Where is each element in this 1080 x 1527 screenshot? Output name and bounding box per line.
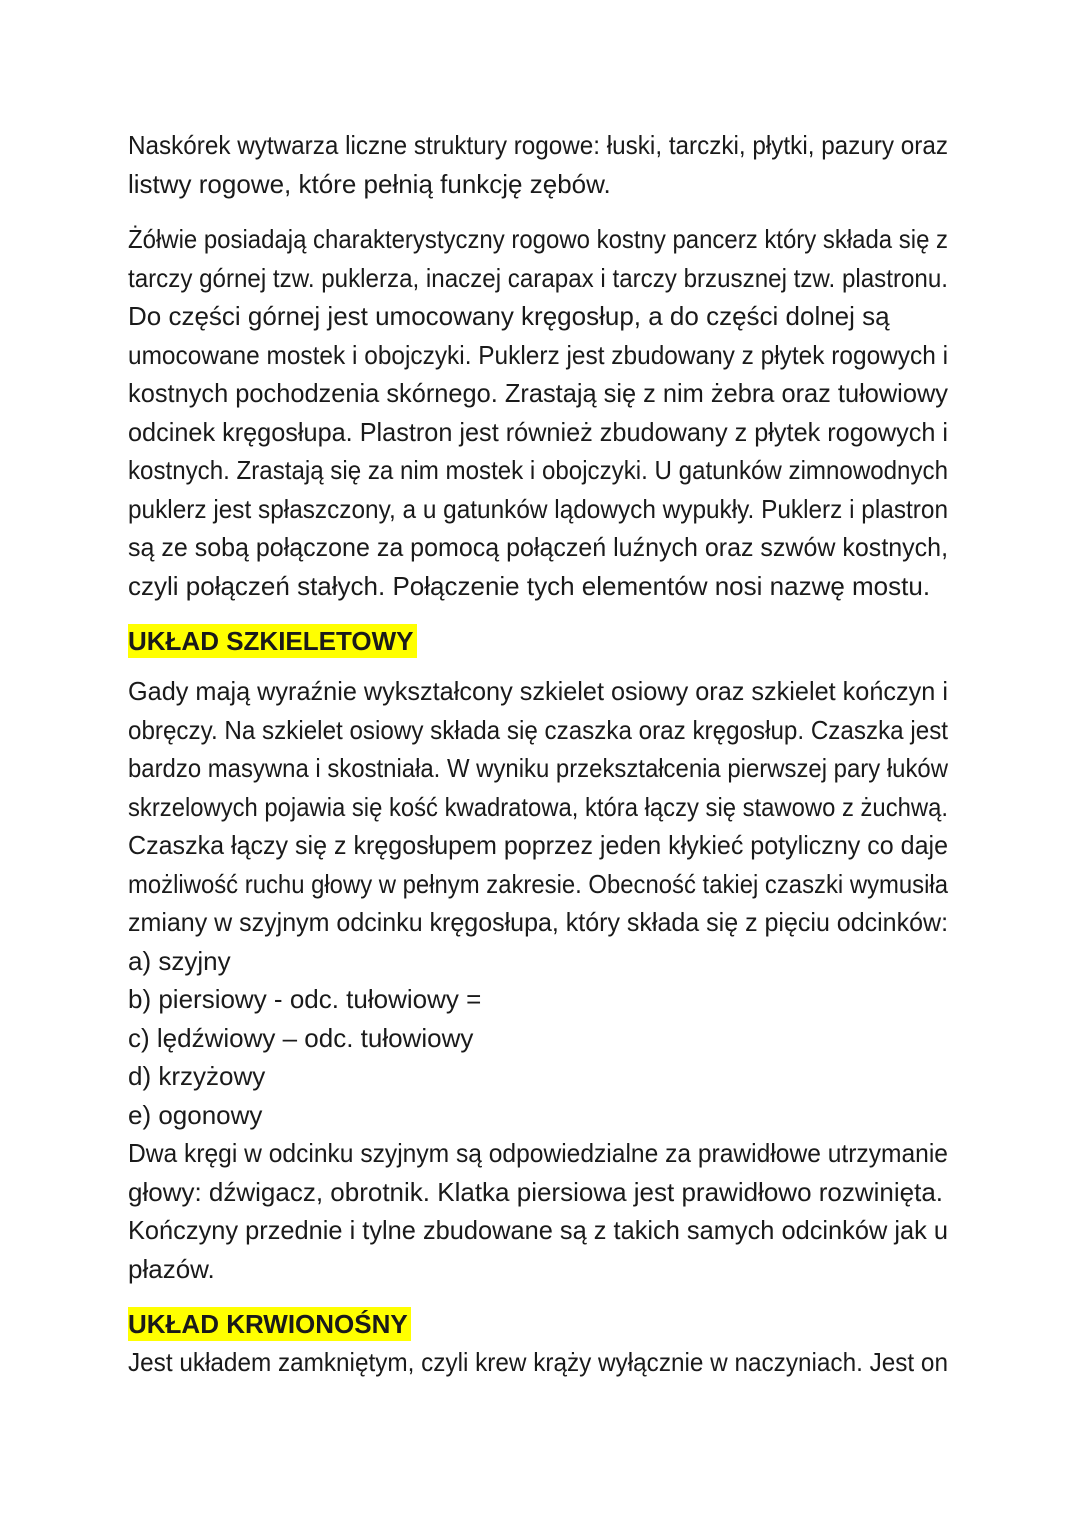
text-line: zmiany w szyjnym odcinku kręgosłupa, który składa się z pięciu odcinków: xyxy=(128,907,949,937)
text-line: Dwa kręgi w odcinku szyjnym są odpowiedzialne za prawidłowe utrzymanie xyxy=(128,1138,948,1168)
text-line: płazów. xyxy=(128,1253,215,1284)
paragraph-circulatory xyxy=(128,1343,958,1382)
text-line: Kończyny przednie i tylne zbudowane są z takich samych odcinków jak u xyxy=(128,1215,949,1245)
text-line: odcinek kręgosłupa. Plastron jest również zbudowany z płytek rogowych i xyxy=(128,416,949,447)
text-line: umocowane mostek i obojczyki. Puklerz jest zbudowany z płytek rogowych i xyxy=(128,339,949,370)
paragraph-epidermis xyxy=(128,126,958,203)
text-line: Jest układem zamkniętym, czyli krew krąży wyłącznie w naczyniach. Jest on xyxy=(128,1347,948,1377)
list-item-sacral: d) krzyżowy xyxy=(128,1061,266,1091)
text-line: skrzelowych pojawia się kość kwadratowa, która łączy się stawowo z żuchwą. xyxy=(128,791,948,822)
text-line: listwy rogowe, które pełnią funkcję zębów. xyxy=(128,168,611,199)
section-heading-circulatory-wrap xyxy=(128,1305,958,1343)
text-line: Żółwie posiadają charakterystyczny rogowo kostny pancerz który składa się z xyxy=(128,224,949,254)
text-line: głowy: dźwigacz, obrotnik. Klatka piersiowa jest prawidłowo rozwinięta. xyxy=(128,1176,944,1207)
section-heading-skeletal: UKŁAD SZKIELETOWY xyxy=(128,624,417,658)
list-item-cervical: a) szyjny xyxy=(128,945,231,976)
document-body xyxy=(128,126,958,1382)
section-heading-circulatory: UKŁAD KRWIONOŚNY xyxy=(128,1307,411,1341)
list-item-lumbar: c) lędźwiowy – odc. tułowiowy xyxy=(128,1022,474,1053)
paragraph-turtle-shell xyxy=(128,220,958,605)
paragraph-skeletal xyxy=(128,672,958,1288)
text-line: obręczy. Na szkielet osiowy składa się czaszka oraz kręgosłup. Czaszka jest xyxy=(128,714,949,745)
text-line: Czaszka łączy się z kręgosłupem poprzez jeden kłykieć potyliczny co daje xyxy=(128,830,949,860)
text-line: możliwość ruchu głowy w pełnym zakresie. Obecność takiej czaszki wymusiła xyxy=(128,868,949,899)
text-line: tarczy górnej tzw. puklerza, inaczej carapax i tarczy brzusznej tzw. plastronu. xyxy=(128,262,948,293)
text-line: Do części górnej jest umocowany kręgosłup, a do części dolnej są xyxy=(128,301,890,331)
list-item-thoracic: b) piersiowy - odc. tułowiowy = xyxy=(128,984,482,1014)
section-heading-skeletal-wrap xyxy=(128,622,958,660)
text-line: Gady mają wyraźnie wykształcony szkielet osiowy oraz szkielet kończyn i xyxy=(128,676,948,706)
list-item-caudal: e) ogonowy xyxy=(128,1099,263,1130)
text-line: puklerz jest spłaszczony, a u gatunków lądowych wypukły. Puklerz i plastron xyxy=(128,493,949,524)
text-line: są ze sobą połączone za pomocą połączeń luźnych oraz szwów kostnych, xyxy=(128,532,949,562)
text-line: czyli połączeń stałych. Połączenie tych elementów nosi nazwę mostu. xyxy=(128,570,931,601)
text-line: bardzo masywna i skostniała. W wyniku przekształcenia pierwszej pary łuków xyxy=(128,753,948,783)
text-line: kostnych pochodzenia skórnego. Zrastają się z nim żebra oraz tułowiowy xyxy=(128,378,948,408)
text-line: Naskórek wytwarza liczne struktury rogowe: łuski, tarczki, płytki, pazury oraz xyxy=(128,130,948,160)
text-line: kostnych. Zrastają się za nim mostek i obojczyki. U gatunków zimnowodnych xyxy=(128,455,948,485)
